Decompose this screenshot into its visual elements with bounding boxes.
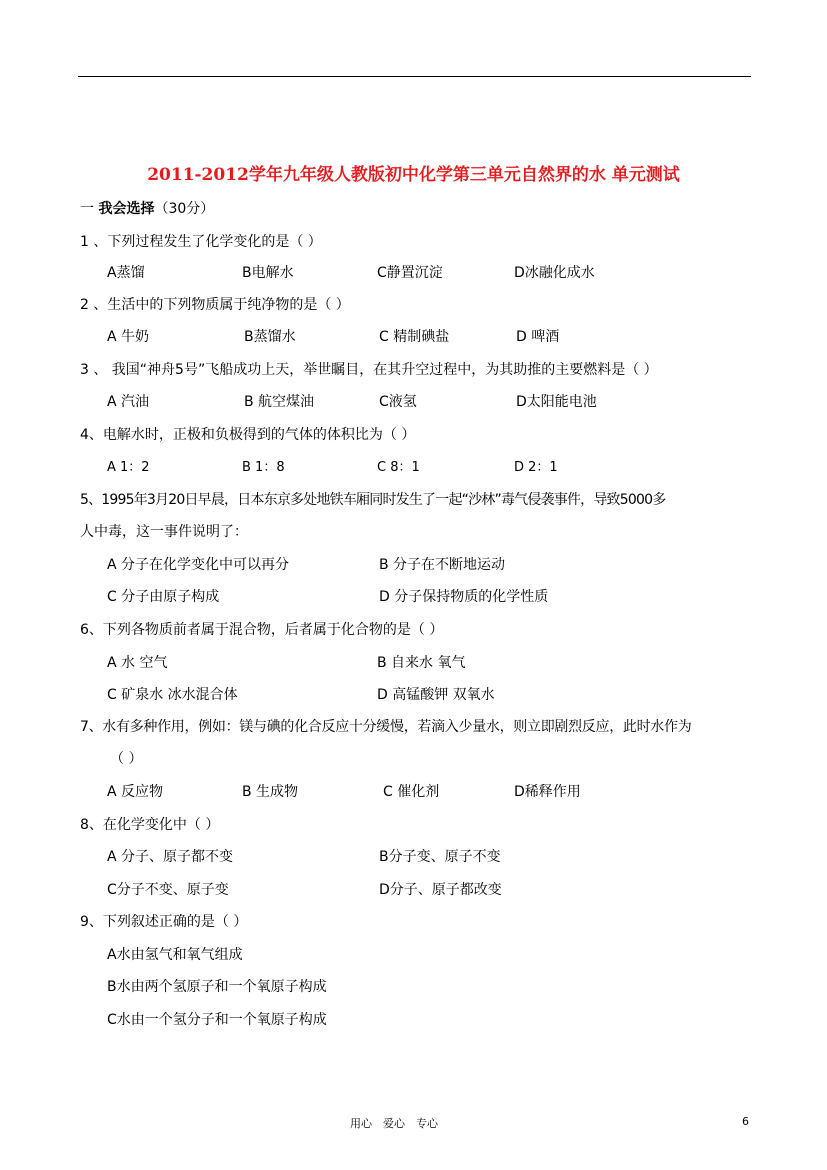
question-2-option-b: B蒸馏水	[244, 329, 296, 345]
question-6-option-a: A 水 空气	[107, 655, 168, 671]
section-heading-points: （30分）	[154, 201, 215, 217]
question-4-option-b: B 1：8	[242, 460, 285, 475]
question-6-option-d: D 高锰酸钾 双氧水	[377, 687, 495, 703]
question-4-stem: 4、电解水时，正极和负极得到的气体的体积比为（ ）	[80, 427, 416, 443]
question-8-option-b: B分子变、原子不变	[379, 849, 501, 865]
question-9-option-b: B水由两个氢原子和一个氧原子构成	[107, 979, 327, 995]
question-9-option-a: A水由氢气和氧气组成	[107, 947, 243, 963]
question-2-option-a: A 牛奶	[107, 329, 150, 345]
question-4-option-c: C 8：1	[377, 460, 420, 475]
question-5-option-d: D 分子保持物质的化学性质	[379, 589, 549, 605]
question-4-option-d: D 2：1	[514, 460, 558, 475]
question-4-option-a: A 1：2	[107, 460, 150, 475]
header-rule	[78, 76, 751, 77]
question-2-option-d: D 啤酒	[516, 329, 560, 345]
question-6-stem: 6、下列各物质前者属于混合物，后者属于化合物的是（ ）	[80, 622, 444, 638]
question-5-option-a: A 分子在化学变化中可以再分	[107, 557, 290, 573]
question-3-option-b: B 航空煤油	[244, 394, 315, 410]
question-5-option-b: B 分子在不断地运动	[379, 557, 506, 573]
page-footer: 用心 爱心 专心	[350, 1117, 438, 1130]
question-1-option-a: A蒸馏	[107, 265, 145, 281]
question-3-option-d: D太阳能电池	[516, 394, 597, 410]
question-1-option-b: B电解水	[242, 265, 294, 281]
question-7-option-b: B 生成物	[242, 784, 299, 800]
section-heading-text: 我会选择	[98, 201, 155, 217]
question-3-option-a: A 汽油	[107, 394, 150, 410]
question-6-option-c: C 矿泉水 冰水混合体	[107, 687, 238, 703]
question-5-stem-line-1: 5、1995年3月20日早晨，日本东京多处地铁车厢同时发生了一起“沙林”毒气侵袭事件，导致5000多	[80, 492, 666, 508]
question-7-option-a: A 反应物	[107, 784, 164, 800]
question-3-option-c: C液氢	[379, 394, 417, 410]
question-7-stem-line-1: 7、水有多种作用，例如：镁与碘的化合反应十分缓慢，若滴入少量水，则立即剧烈反应，此时水作为	[80, 719, 692, 735]
section-heading	[80, 200, 214, 218]
question-1-option-c: C静置沉淀	[377, 265, 443, 281]
question-8-option-c: C分子不变、原子变	[107, 882, 229, 898]
question-7-option-c: C 催化剂	[383, 784, 440, 800]
question-6-option-b: B 自来水 氧气	[377, 655, 466, 671]
section-heading-prefix: 一	[80, 201, 99, 217]
question-2-stem: 2 、生活中的下列物质属于纯净物的是（ ）	[80, 297, 350, 313]
question-5-stem-line-2: 人中毒，这一事件说明了：	[80, 524, 248, 540]
page-number: 6	[742, 1115, 749, 1128]
question-9-option-c: C水由一个氢分子和一个氧原子构成	[107, 1012, 327, 1028]
question-9-stem: 9、下列叙述正确的是（ ）	[80, 914, 248, 930]
question-8-option-a: A 分子、原子都不变	[107, 849, 234, 865]
question-2-option-c: C 精制碘盐	[379, 329, 450, 345]
question-7-option-d: D稀释作用	[514, 784, 581, 800]
page-title: 2011-2012学年九年级人教版初中化学第三单元自然界的水 单元测试	[147, 165, 680, 185]
question-8-option-d: D分子、原子都改变	[379, 882, 502, 898]
question-3-stem: 3 、 我国“神舟5号”飞船成功上天，举世瞩目，在其升空过程中，为其助推的主要燃料是（ ）	[80, 362, 658, 378]
question-1-option-d: D冰融化成水	[514, 265, 595, 281]
question-5-option-c: C 分子由原子构成	[107, 589, 220, 605]
question-1-stem: 1 、下列过程发生了化学变化的是（ ）	[80, 234, 322, 250]
question-8-stem: 8、在化学变化中（ ）	[80, 817, 220, 833]
question-7-stem-line-2: （ ）	[110, 751, 143, 767]
